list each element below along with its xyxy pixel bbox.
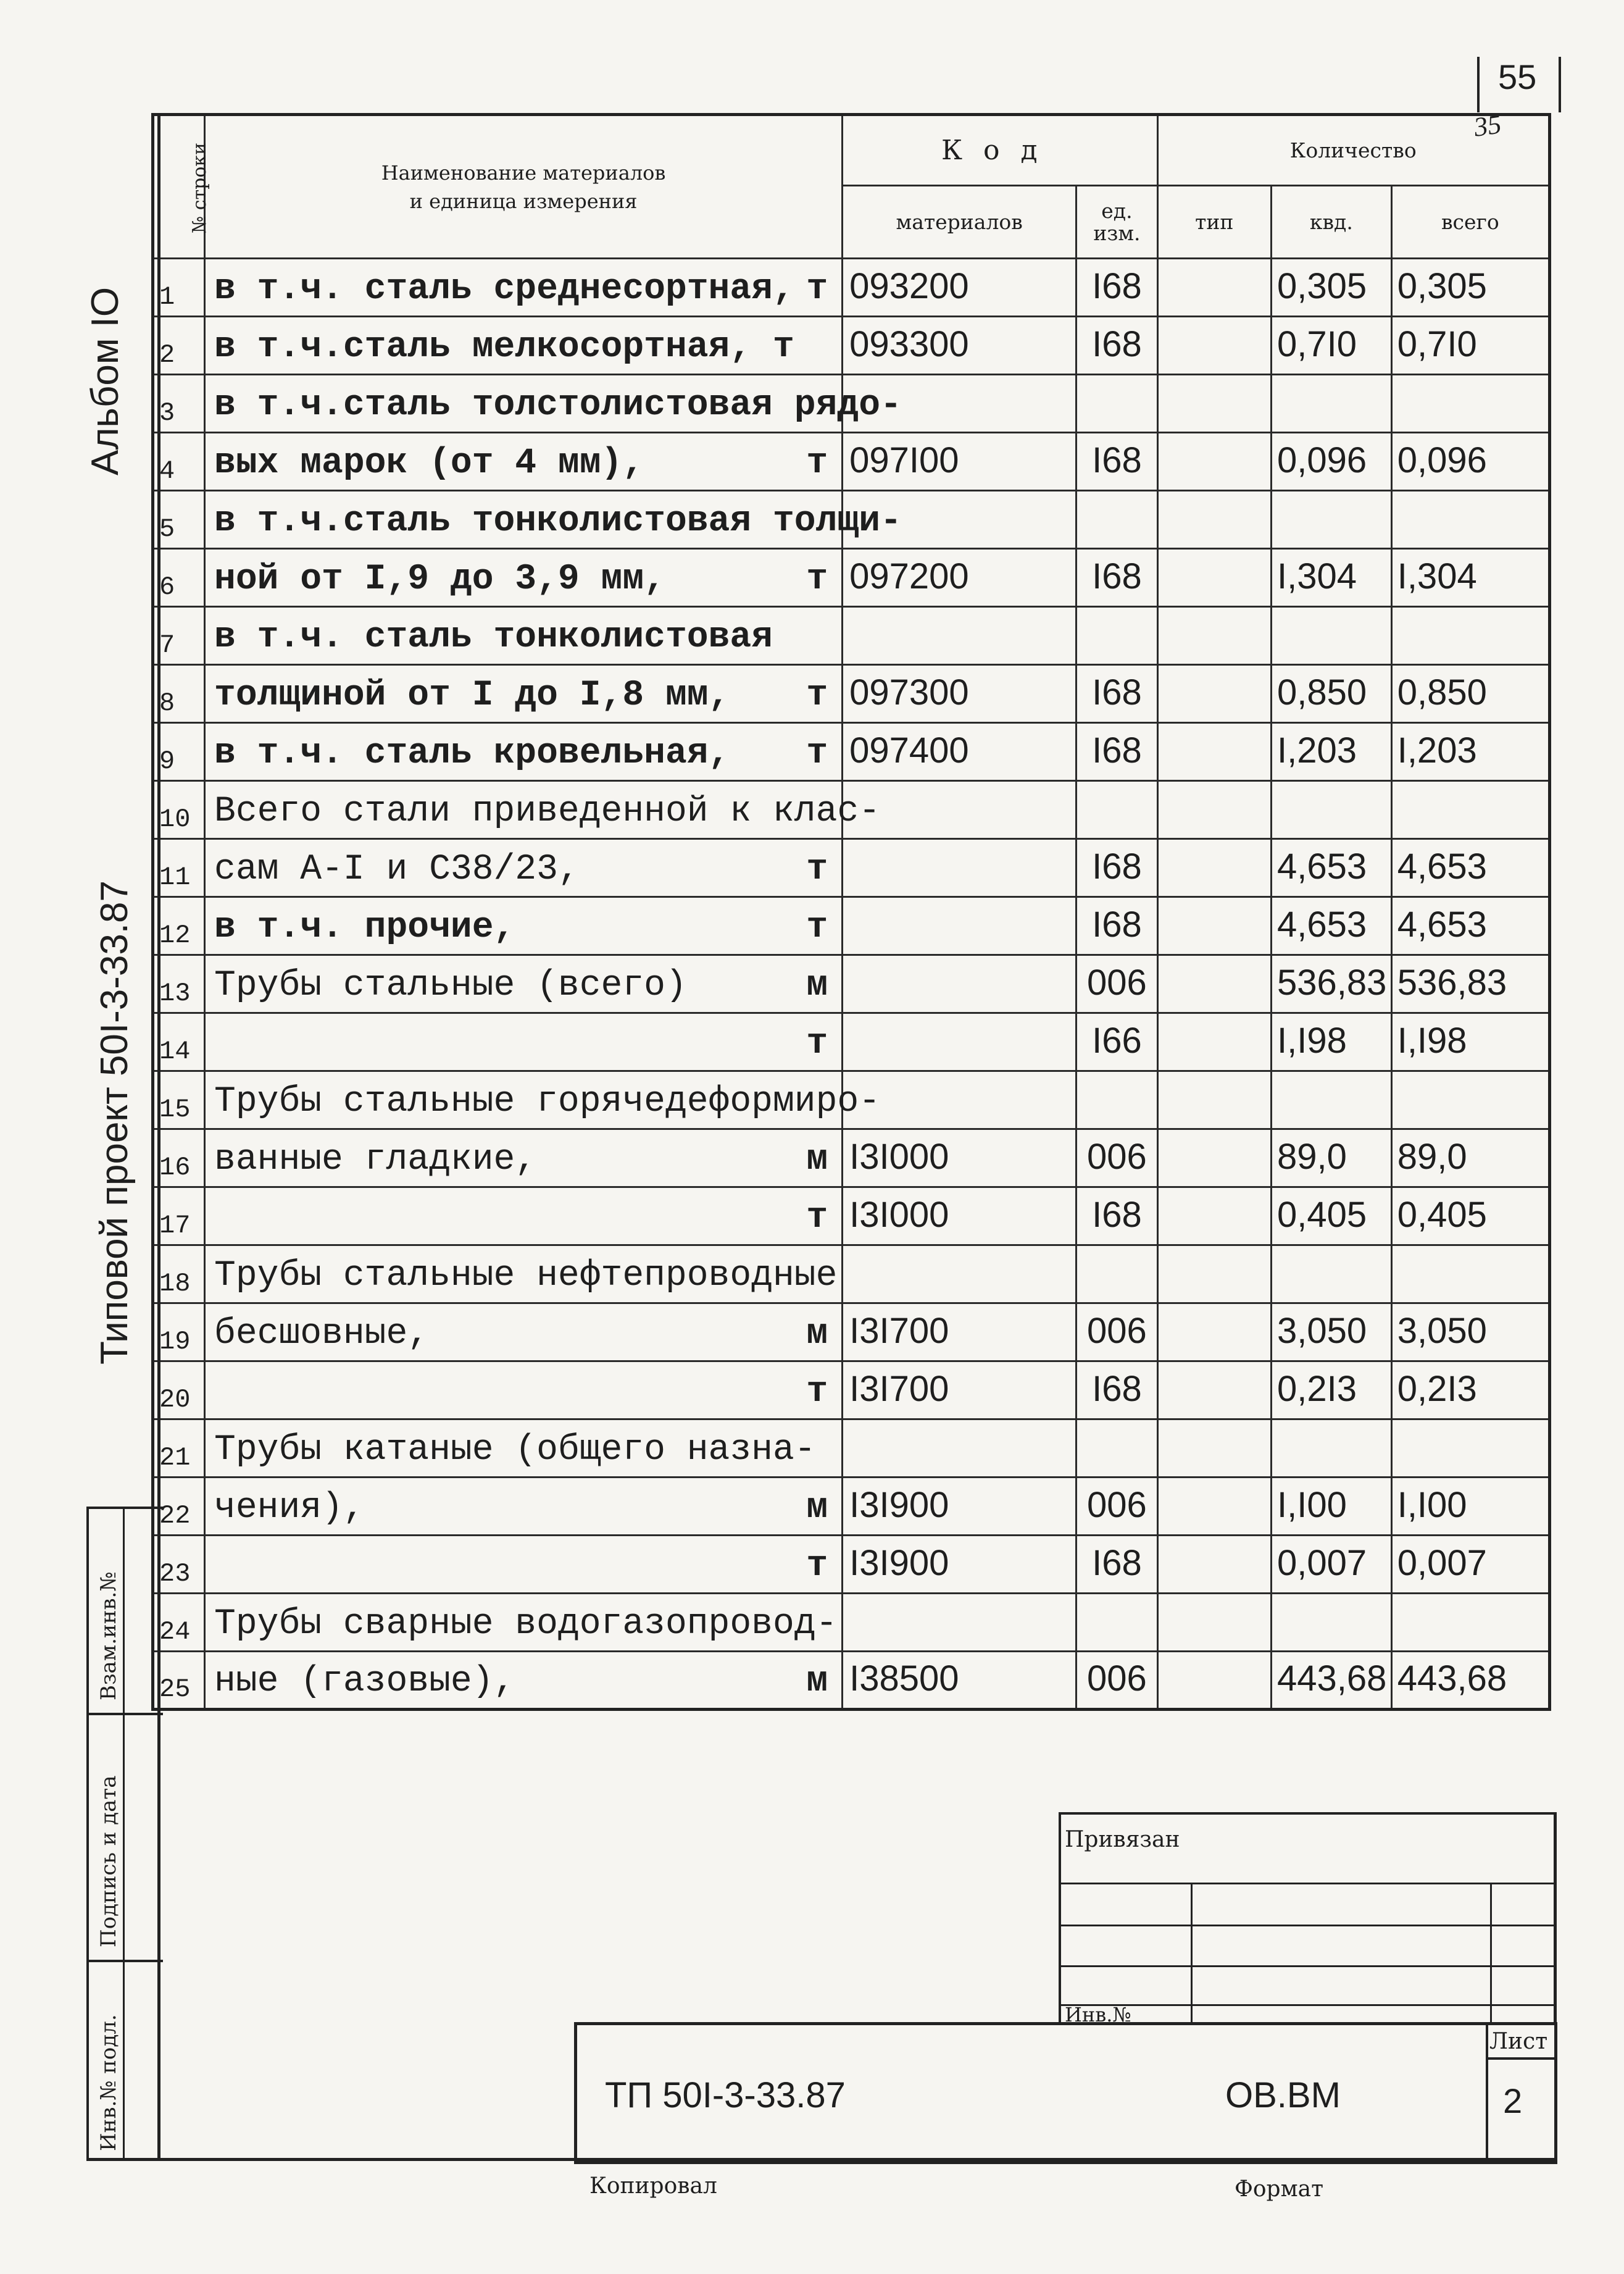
table-row bbox=[153, 1594, 1550, 1652]
unit-letter: т bbox=[806, 675, 828, 716]
type-cell bbox=[1157, 1129, 1271, 1187]
unit-code: I68 bbox=[1076, 1536, 1157, 1594]
material-name bbox=[205, 1013, 843, 1071]
material-name-text: в т.ч. прочие, bbox=[214, 908, 515, 948]
material-name-text: толщиной от I до I,8 мм, bbox=[214, 675, 730, 716]
row-number: 15 bbox=[153, 1071, 205, 1129]
total-value bbox=[1391, 1071, 1549, 1129]
material-name bbox=[205, 491, 902, 549]
material-name-text: бесшовные, bbox=[214, 1314, 430, 1354]
material-name-text: Трубы стальные нефтепроводные bbox=[214, 1256, 838, 1296]
total-header: всего bbox=[1391, 186, 1549, 259]
signature-date-label: Подпись и дата bbox=[96, 1775, 121, 1947]
total-value: 0,7I0 bbox=[1391, 317, 1549, 375]
type-cell bbox=[1157, 665, 1271, 723]
type-cell bbox=[1157, 781, 1271, 839]
table-row bbox=[153, 1536, 1550, 1594]
material-code bbox=[843, 839, 1076, 897]
material-code bbox=[843, 1594, 1076, 1652]
material-code bbox=[843, 1013, 1076, 1071]
row-number: 17 bbox=[153, 1187, 205, 1245]
table-row bbox=[153, 665, 1550, 723]
table-row bbox=[153, 839, 1550, 897]
type-cell bbox=[1157, 897, 1271, 955]
total-value: 0,305 bbox=[1391, 259, 1549, 317]
type-cell bbox=[1157, 1071, 1271, 1129]
unit-letter: т bbox=[806, 1024, 828, 1064]
type-cell bbox=[1157, 1013, 1271, 1071]
material-name bbox=[205, 1303, 843, 1361]
material-name-text: Трубы стальные горячедеформиро- bbox=[214, 1082, 881, 1122]
material-name bbox=[205, 839, 843, 897]
unit-letter: м bbox=[806, 1488, 828, 1528]
row-number: 10 bbox=[153, 781, 205, 839]
total-value: 89,0 bbox=[1391, 1129, 1549, 1187]
material-code: I3I000 bbox=[843, 1129, 1076, 1187]
row-number: 2 bbox=[153, 317, 205, 375]
material-name bbox=[205, 1594, 843, 1652]
material-code: 097400 bbox=[843, 723, 1076, 781]
material-code bbox=[843, 1419, 1076, 1478]
unit-code bbox=[1076, 1245, 1157, 1303]
quantity-header: Количество bbox=[1157, 115, 1549, 186]
page-number: 55 bbox=[1498, 57, 1537, 96]
row-number: 5 bbox=[153, 491, 205, 549]
unit-letter: т bbox=[806, 443, 828, 483]
material-name bbox=[205, 549, 843, 607]
table-row bbox=[153, 1361, 1550, 1419]
privyazan-label: Привязан bbox=[1065, 1827, 1180, 1852]
kvd-value: 4,653 bbox=[1271, 897, 1391, 955]
total-value: I,304 bbox=[1391, 549, 1549, 607]
kvd-value: 0,7I0 bbox=[1271, 317, 1391, 375]
unit-letter: т bbox=[806, 734, 828, 774]
type-cell bbox=[1157, 1245, 1271, 1303]
material-name bbox=[205, 317, 843, 375]
type-cell bbox=[1157, 433, 1271, 491]
row-number: 6 bbox=[153, 549, 205, 607]
unit-code bbox=[1076, 491, 1157, 549]
kvd-value: 0,305 bbox=[1271, 259, 1391, 317]
unit-code: I68 bbox=[1076, 665, 1157, 723]
unit-code: 006 bbox=[1076, 1303, 1157, 1361]
inv-podl-label: Инв.№ подл. bbox=[96, 2014, 121, 2151]
table-row bbox=[153, 955, 1550, 1013]
unit-code: I68 bbox=[1076, 549, 1157, 607]
material-name bbox=[205, 1245, 843, 1303]
unit-letter: м bbox=[806, 1314, 828, 1354]
kvd-value bbox=[1271, 1245, 1391, 1303]
material-name bbox=[205, 723, 843, 781]
kvd-value: I,I98 bbox=[1271, 1013, 1391, 1071]
material-name-text: ванные гладкие, bbox=[214, 1140, 537, 1180]
material-name bbox=[205, 259, 843, 317]
row-number-header: № строки bbox=[153, 115, 205, 259]
unit-letter: т bbox=[806, 269, 828, 309]
kvd-value: 3,050 bbox=[1271, 1303, 1391, 1361]
kvd-value bbox=[1271, 491, 1391, 549]
material-code: 097I00 bbox=[843, 433, 1076, 491]
row-number: 23 bbox=[153, 1536, 205, 1594]
material-name-text: ные (газовые), bbox=[214, 1662, 515, 1702]
unit-code: I66 bbox=[1076, 1013, 1157, 1071]
inv-number-label: Инв.№ bbox=[1065, 2003, 1131, 2026]
sheet-label: Лист bbox=[1489, 2029, 1548, 2054]
row-number: 3 bbox=[153, 375, 205, 433]
kvd-value: 443,68 bbox=[1271, 1652, 1391, 1710]
material-code bbox=[843, 607, 1076, 665]
sheet-code: ОВ.ВМ bbox=[1225, 2075, 1341, 2115]
total-value bbox=[1391, 781, 1549, 839]
table-row bbox=[153, 723, 1550, 781]
kvd-value: 0,007 bbox=[1271, 1536, 1391, 1594]
row-number: 22 bbox=[153, 1478, 205, 1536]
material-code bbox=[843, 955, 1076, 1013]
unit-code: I68 bbox=[1076, 259, 1157, 317]
material-name bbox=[205, 897, 843, 955]
material-name bbox=[205, 1361, 843, 1419]
table-row bbox=[153, 607, 1550, 665]
material-code: I3I000 bbox=[843, 1187, 1076, 1245]
total-value: I,I98 bbox=[1391, 1013, 1549, 1071]
unit-letter: т bbox=[806, 559, 828, 600]
row-number: 20 bbox=[153, 1361, 205, 1419]
material-name-text: чения), bbox=[214, 1488, 365, 1528]
frame-left-line bbox=[157, 113, 160, 2158]
corner-mark: 35 bbox=[1472, 109, 1504, 143]
kvd-value: 0,2I3 bbox=[1271, 1361, 1391, 1419]
unit-code bbox=[1076, 607, 1157, 665]
unit-letter: м bbox=[806, 1140, 828, 1180]
material-name-text: в т.ч.сталь мелкосортная, т bbox=[214, 327, 794, 367]
unit-letter: т bbox=[806, 1546, 828, 1586]
material-name bbox=[205, 433, 843, 491]
material-name bbox=[205, 1478, 843, 1536]
material-name bbox=[205, 781, 881, 839]
album-label: Альбом IO bbox=[84, 286, 127, 475]
table-row bbox=[153, 1652, 1550, 1710]
type-cell bbox=[1157, 491, 1271, 549]
material-name bbox=[205, 665, 843, 723]
table-row bbox=[153, 1129, 1550, 1187]
unit-code: I68 bbox=[1076, 317, 1157, 375]
total-value: 536,83 bbox=[1391, 955, 1549, 1013]
material-name-text: в т.ч. сталь среднесортная, bbox=[214, 269, 794, 309]
total-value: 0,2I3 bbox=[1391, 1361, 1549, 1419]
material-name-text: ной от I,9 до 3,9 мм, bbox=[214, 559, 665, 600]
row-number: 25 bbox=[153, 1652, 205, 1710]
row-number: 11 bbox=[153, 839, 205, 897]
unit-letter: т bbox=[806, 1372, 828, 1412]
type-cell bbox=[1157, 607, 1271, 665]
code-header: Код bbox=[843, 115, 1157, 186]
kvd-value bbox=[1271, 375, 1391, 433]
material-code: 097300 bbox=[843, 665, 1076, 723]
vzam-inv-label: Взам.инв.№ bbox=[96, 1571, 121, 1700]
type-cell bbox=[1157, 955, 1271, 1013]
total-value: 0,007 bbox=[1391, 1536, 1549, 1594]
document-designation: ТП 50I-3-33.87 bbox=[605, 2075, 846, 2115]
project-label: Типовой проект 50I-3-33.87 bbox=[93, 880, 136, 1365]
material-name-text: сам А-I и С38/23, bbox=[214, 850, 580, 890]
total-value bbox=[1391, 491, 1549, 549]
kvd-value bbox=[1271, 607, 1391, 665]
kvd-value: I,304 bbox=[1271, 549, 1391, 607]
material-name-text: Всего стали приведенной к клас- bbox=[214, 792, 881, 832]
total-value: I,203 bbox=[1391, 723, 1549, 781]
kvd-value: 536,83 bbox=[1271, 955, 1391, 1013]
material-name-text: в т.ч.сталь тонколистовая толщи- bbox=[214, 501, 902, 541]
kvd-value: I,I00 bbox=[1271, 1478, 1391, 1536]
material-code: I3I700 bbox=[843, 1303, 1076, 1361]
unit-letter: т bbox=[806, 908, 828, 948]
kvd-value: 0,096 bbox=[1271, 433, 1391, 491]
material-code: 097200 bbox=[843, 549, 1076, 607]
type-cell bbox=[1157, 839, 1271, 897]
unit-letter: т bbox=[806, 850, 828, 890]
kvd-value: 4,653 bbox=[1271, 839, 1391, 897]
type-cell bbox=[1157, 317, 1271, 375]
material-code: 093200 bbox=[843, 259, 1076, 317]
material-code bbox=[843, 1245, 1076, 1303]
type-cell bbox=[1157, 1419, 1271, 1478]
type-cell bbox=[1157, 1652, 1271, 1710]
material-name-text: Трубы сварные водогазопровод- bbox=[214, 1604, 838, 1644]
unit-code: I68 bbox=[1076, 433, 1157, 491]
table-row bbox=[153, 1478, 1550, 1536]
type-cell bbox=[1157, 1536, 1271, 1594]
material-code: I3I900 bbox=[843, 1478, 1076, 1536]
frame-bottom-line bbox=[86, 2158, 1554, 2161]
total-value bbox=[1391, 607, 1549, 665]
unit-code: I68 bbox=[1076, 1361, 1157, 1419]
total-value: 4,653 bbox=[1391, 897, 1549, 955]
table-row bbox=[153, 1187, 1550, 1245]
material-code: I3I900 bbox=[843, 1536, 1076, 1594]
kvd-header: квд. bbox=[1271, 186, 1391, 259]
unit-letter: м bbox=[806, 966, 828, 1006]
row-number: 14 bbox=[153, 1013, 205, 1071]
kvd-value: 0,405 bbox=[1271, 1187, 1391, 1245]
material-name bbox=[205, 1129, 843, 1187]
total-value: 3,050 bbox=[1391, 1303, 1549, 1361]
unit-code: I68 bbox=[1076, 723, 1157, 781]
material-code: I3I700 bbox=[843, 1361, 1076, 1419]
kvd-value bbox=[1271, 1419, 1391, 1478]
material-name-text: Трубы катаные (общего назна- bbox=[214, 1430, 816, 1470]
unit-letter: т bbox=[806, 1198, 828, 1238]
kvd-value: I,203 bbox=[1271, 723, 1391, 781]
table-row bbox=[153, 897, 1550, 955]
type-cell bbox=[1157, 1303, 1271, 1361]
unit-code bbox=[1076, 1419, 1157, 1478]
total-value bbox=[1391, 1419, 1549, 1478]
kvd-value bbox=[1271, 1594, 1391, 1652]
type-cell bbox=[1157, 723, 1271, 781]
row-number: 16 bbox=[153, 1129, 205, 1187]
total-value: 0,850 bbox=[1391, 665, 1549, 723]
type-cell bbox=[1157, 1478, 1271, 1536]
material-name bbox=[205, 955, 843, 1013]
material-code: I38500 bbox=[843, 1652, 1076, 1710]
material-name bbox=[205, 1187, 843, 1245]
row-number: 4 bbox=[153, 433, 205, 491]
material-name bbox=[205, 1419, 843, 1478]
page-number-box bbox=[1477, 57, 1561, 112]
type-cell bbox=[1157, 375, 1271, 433]
total-value bbox=[1391, 375, 1549, 433]
unit-code bbox=[1076, 1594, 1157, 1652]
table-row bbox=[153, 549, 1550, 607]
unit-code: 006 bbox=[1076, 1652, 1157, 1710]
table-row bbox=[153, 1013, 1550, 1071]
table-row bbox=[153, 1303, 1550, 1361]
row-number: 13 bbox=[153, 955, 205, 1013]
total-value: 4,653 bbox=[1391, 839, 1549, 897]
row-number: 24 bbox=[153, 1594, 205, 1652]
privyazan-block bbox=[1059, 1812, 1557, 2025]
material-name-text: в т.ч. сталь тонколистовая bbox=[214, 617, 773, 658]
unit-code: 006 bbox=[1076, 1478, 1157, 1536]
unit-code bbox=[1076, 375, 1157, 433]
row-number: 21 bbox=[153, 1419, 205, 1478]
material-name bbox=[205, 1536, 843, 1594]
unit-code: I68 bbox=[1076, 1187, 1157, 1245]
row-number: 8 bbox=[153, 665, 205, 723]
material-code: 093300 bbox=[843, 317, 1076, 375]
material-code bbox=[843, 897, 1076, 955]
total-value: 0,096 bbox=[1391, 433, 1549, 491]
sheet-number: 2 bbox=[1503, 2081, 1523, 2120]
table-row bbox=[153, 1419, 1550, 1478]
kvd-value bbox=[1271, 781, 1391, 839]
total-value: 443,68 bbox=[1391, 1652, 1549, 1710]
materials-table bbox=[151, 113, 1551, 1711]
total-value bbox=[1391, 1594, 1549, 1652]
table-row bbox=[153, 317, 1550, 375]
table-row bbox=[153, 781, 1550, 839]
unit-code bbox=[1076, 1071, 1157, 1129]
table-row bbox=[153, 259, 1550, 317]
table-row bbox=[153, 375, 1550, 433]
kopiroval-label: Копировал bbox=[589, 2173, 717, 2199]
unit-code: I68 bbox=[1076, 897, 1157, 955]
total-value: I,I00 bbox=[1391, 1478, 1549, 1536]
table-row bbox=[153, 433, 1550, 491]
unit-code: 006 bbox=[1076, 1129, 1157, 1187]
kvd-value: 0,850 bbox=[1271, 665, 1391, 723]
type-header: тип bbox=[1157, 186, 1271, 259]
materials-code-header: материалов bbox=[843, 186, 1076, 259]
row-number: 7 bbox=[153, 607, 205, 665]
material-name-text: вых марок (от 4 мм), bbox=[214, 443, 644, 483]
total-value: 0,405 bbox=[1391, 1187, 1549, 1245]
material-name bbox=[205, 1652, 843, 1710]
total-value bbox=[1391, 1245, 1549, 1303]
name-header: Наименование материалов и единица измерения bbox=[205, 115, 843, 259]
unit-code bbox=[1076, 781, 1157, 839]
materials-rows bbox=[153, 259, 1550, 1710]
material-name-text: Трубы стальные (всего) bbox=[214, 966, 687, 1006]
kvd-value: 89,0 bbox=[1271, 1129, 1391, 1187]
format-label: Формат bbox=[1235, 2176, 1323, 2202]
unit-letter: м bbox=[806, 1662, 828, 1702]
type-cell bbox=[1157, 1594, 1271, 1652]
title-block bbox=[574, 2022, 1557, 2164]
row-number: 18 bbox=[153, 1245, 205, 1303]
type-cell bbox=[1157, 1187, 1271, 1245]
row-number: 12 bbox=[153, 897, 205, 955]
unit-code: 006 bbox=[1076, 955, 1157, 1013]
row-number: 19 bbox=[153, 1303, 205, 1361]
material-name-text: в т.ч. сталь кровельная, bbox=[214, 734, 730, 774]
material-name-text: в т.ч.сталь толстолистовая рядо- bbox=[214, 385, 902, 425]
unit-code-header: ед. изм. bbox=[1076, 186, 1157, 259]
material-name bbox=[205, 1071, 881, 1129]
type-cell bbox=[1157, 1361, 1271, 1419]
type-cell bbox=[1157, 259, 1271, 317]
type-cell bbox=[1157, 549, 1271, 607]
table-row bbox=[153, 491, 1550, 549]
material-name bbox=[205, 607, 843, 665]
table-row bbox=[153, 1071, 1550, 1129]
unit-code: I68 bbox=[1076, 839, 1157, 897]
kvd-value bbox=[1271, 1071, 1391, 1129]
material-name bbox=[205, 375, 902, 433]
row-number: 1 bbox=[153, 259, 205, 317]
row-number: 9 bbox=[153, 723, 205, 781]
table-row bbox=[153, 1245, 1550, 1303]
